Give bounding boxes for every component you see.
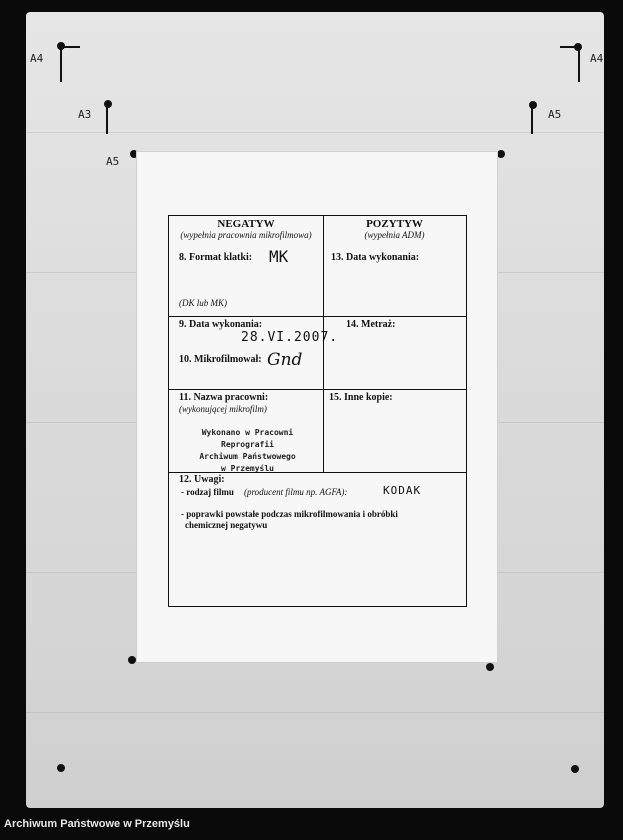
stamp-line: Wykonano w Pracowni Reprografii bbox=[201, 428, 294, 449]
reg-mark-top-left: A4 bbox=[30, 52, 44, 65]
remarks-label: 12. Uwagi: bbox=[179, 474, 225, 485]
positive-header: POZYTYW bbox=[366, 218, 423, 230]
microfilm-form bbox=[168, 215, 467, 607]
filmed-by-signature: Gnd bbox=[267, 350, 303, 370]
stamp-line: w Przemyślu bbox=[221, 464, 274, 473]
lab-name-label: 11. Nazwa pracowni: bbox=[179, 392, 269, 403]
registration-dot bbox=[571, 765, 579, 773]
lab-name-note: (wykonującej mikrofilm) bbox=[179, 404, 267, 414]
archive-footer: Archiwum Państwowe w Przemyślu bbox=[4, 818, 190, 830]
registration-dot bbox=[529, 101, 537, 109]
frame-format-label: 8. Format klatki: bbox=[179, 252, 253, 263]
divider bbox=[169, 389, 466, 390]
film-type-value: KODAK bbox=[383, 484, 422, 497]
registration-dot bbox=[104, 100, 112, 108]
negative-subheader: (wypełnia pracownia mikrofilmowa) bbox=[180, 230, 312, 240]
execution-date-label: 9. Data wykonania: bbox=[179, 319, 263, 330]
registration-dot bbox=[497, 150, 505, 158]
reg-mark-mid-left: A3 bbox=[78, 108, 92, 121]
corrections-line: - poprawki powstałe podczas mikrofilmowania i obróbki bbox=[181, 509, 398, 519]
stamp-line: Archiwum Państwowego bbox=[199, 452, 296, 461]
registration-dot bbox=[57, 764, 65, 772]
registration-dot bbox=[128, 656, 136, 664]
registration-dot bbox=[486, 663, 494, 671]
film-type-note: (producent filmu np. AGFA): bbox=[244, 487, 348, 497]
frame-format-note: (DK lub MK) bbox=[179, 298, 227, 308]
divider bbox=[169, 316, 466, 317]
reg-mark-mid-right: A5 bbox=[548, 108, 562, 121]
corrections-line: chemicznej negatywu bbox=[185, 520, 268, 530]
reg-mark-top-right: A4 bbox=[590, 52, 604, 65]
execution-date-value: 28.VI.2007. bbox=[241, 330, 339, 345]
footage-label: 14. Metraż: bbox=[346, 319, 396, 330]
crop-tick bbox=[60, 46, 62, 82]
frame-format-value: MK bbox=[269, 247, 289, 266]
crop-tick bbox=[578, 46, 580, 82]
registration-dot bbox=[57, 42, 65, 50]
crop-tick bbox=[106, 104, 108, 134]
filmed-by-label: 10. Mikrofilmował: bbox=[179, 354, 262, 365]
film-type-label: - rodzaj filmu bbox=[181, 487, 234, 497]
negative-header: NEGATYW bbox=[217, 218, 275, 230]
other-copies-label: 15. Inne kopie: bbox=[329, 392, 393, 403]
positive-subheader: (wypełnia ADM) bbox=[364, 230, 425, 240]
positive-date-label: 13. Data wykonania: bbox=[331, 252, 420, 263]
registration-dot bbox=[574, 43, 582, 51]
reg-mark-low-left: A5 bbox=[106, 155, 120, 168]
lab-stamp bbox=[175, 427, 320, 475]
